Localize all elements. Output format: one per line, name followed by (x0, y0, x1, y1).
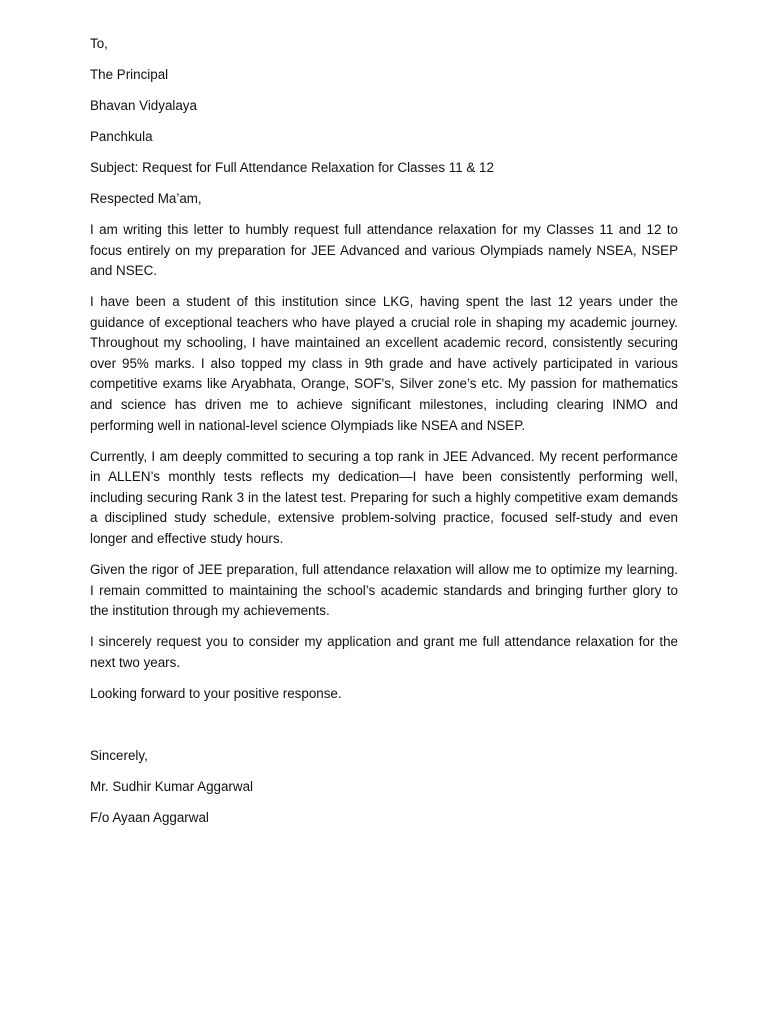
closing: Sincerely, (90, 747, 148, 763)
paragraph-background: I have been a student of this institution since LKG, having spent the last 12 years under the guidance of exceptional teachers who have played a crucial role in shaping my academic journey. Throughout my schooling, I have maintained an excellent academic record, consistently securing over 95% marks. I also topped my class in 9th grade and have actively participated in various competitive exams like Aryabhata, Orange, SOF's, Silver zone’s etc. My passion for mathematics and science has driven me to achieve significant milestones, including clearing INMO and performing well in national-level science Olympiads like NSEA and NSEP. (90, 294, 678, 433)
recipient-title: The Principal (90, 66, 169, 82)
paragraph-current-preparation: Currently, I am deeply committed to securing a top rank in JEE Advanced. My recent performance in ALLEN’s monthly tests reflects my dedication—I have been consistently performing well, including securing Rank 3 in the latest test. Preparing for such a highly competitive exam demands a disciplined study schedule, extensive problem-solving practice, focused self-study and even longer and effective study hours. (90, 448, 678, 546)
subject-line: Subject: Request for Full Attendance Relaxation for Classes 11 & 12 (90, 159, 494, 175)
recipient-school: Bhavan Vidyalaya (90, 97, 197, 113)
paragraph-final-request: I sincerely request you to consider my application and grant me full attendance relaxation for the next two years. (90, 634, 678, 670)
paragraph-request: I am writing this letter to humbly request full attendance relaxation for my Classes 11 and 12 to focus entirely on my preparation for JEE Advanced and various Olympiads namely NSEA, NSEP and NSEC. (90, 221, 678, 279)
paragraph-justification: Given the rigor of JEE preparation, full attendance relaxation will allow me to optimize my learning. I remain committed to maintaining the school’s academic standards and bringing further glory to the institution through my achievements. (90, 561, 678, 619)
spacer (90, 715, 678, 746)
recipient-city: Panchkula (90, 128, 153, 144)
signatory-relation: F/o Ayaan Aggarwal (90, 809, 209, 825)
letter-body (90, 34, 678, 839)
signatory-name: Mr. Sudhir Kumar Aggarwal (90, 778, 253, 794)
greeting: Respected Ma’am, (90, 190, 202, 206)
paragraph-looking-forward: Looking forward to your positive response. (90, 685, 342, 701)
salutation-to: To, (90, 36, 108, 51)
